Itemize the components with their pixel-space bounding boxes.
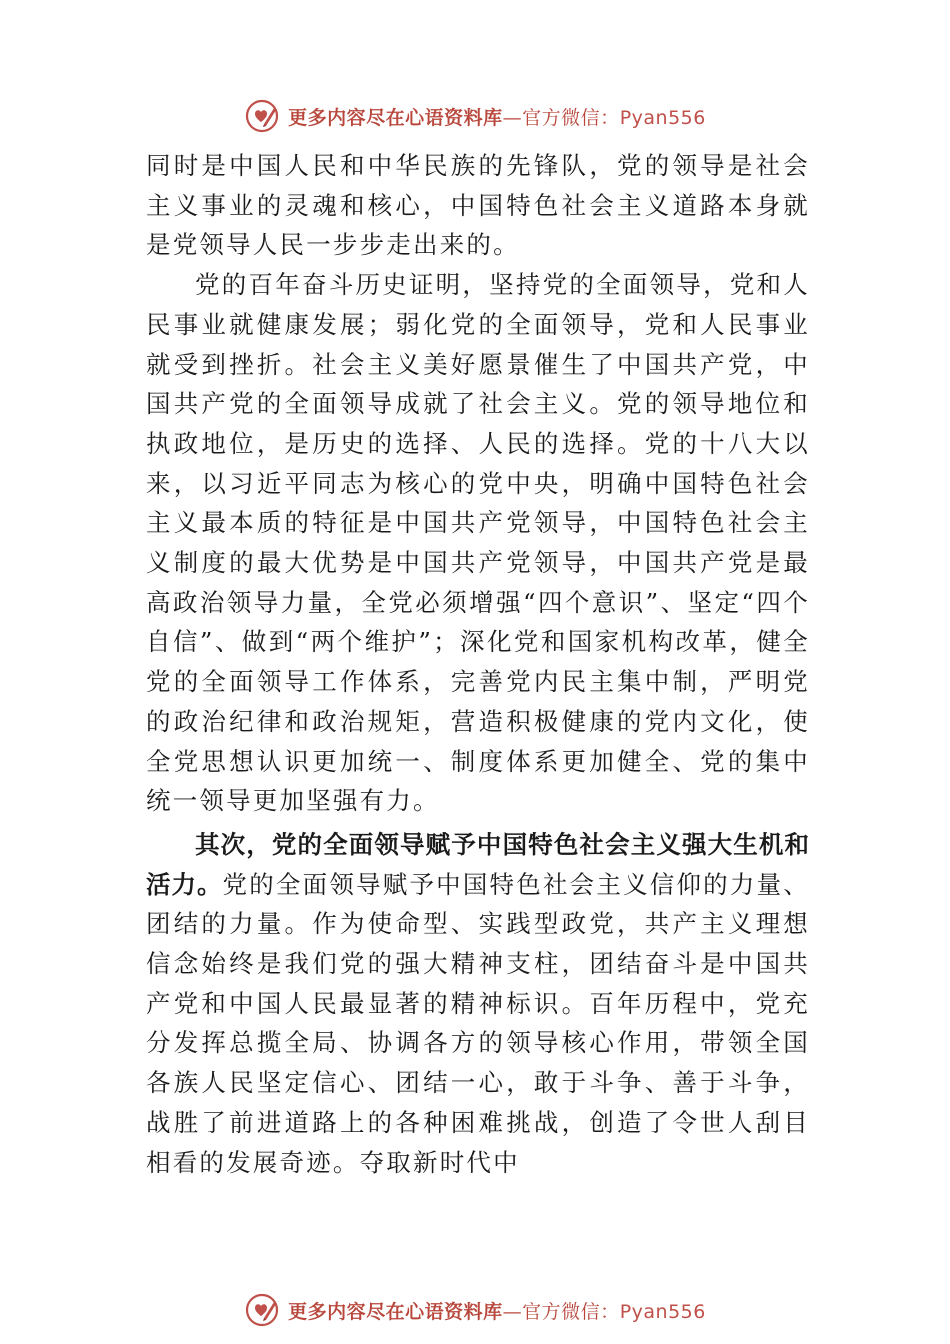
banner-dash: — bbox=[502, 1300, 523, 1323]
library-text: 更多内容尽在心语资料库 bbox=[288, 106, 503, 129]
section-heading: 其次，党的全面领导赋予中国特色社会主义强大生机和活力。 bbox=[146, 829, 810, 899]
wechat-id: Pyan556 bbox=[619, 1300, 706, 1323]
wechat-label: 官方微信： bbox=[522, 106, 620, 129]
pen-heart-icon bbox=[244, 1292, 280, 1328]
banner-dash: — bbox=[502, 106, 523, 129]
pen-heart-icon bbox=[244, 98, 280, 134]
footer-banner bbox=[0, 1288, 950, 1332]
paragraph: 党的百年奋斗历史证明，坚持党的全面领导，党和人民事业就健康发展；弱化党的全面领导，党和人民事业就受到挫折。社会主义美好愿景催生了中国共产党，中国共产党的全面领导成就了社会主义。党的领导地位和执政地位，是历史的选择、人民的选择。党的十八大以来，以习近平同志为核心的党中央，明确中国特色社会主义最本质的特征是中国共产党领导，中国特色社会主义制度的最大优势是中国共产党领导，中国共产党是最高政治领导力量，全党必须增强“四个意识”、坚定“四个自信”、做到“两个维护”；深化党和国家机构改革，健全党的全面领导工作体系，完善党内民主集中制，严明党的政治纪律和政治规矩，营造积极健康的党内文化，使全党思想认识更加统一、制度体系更加健全、党的集中统一领导更加坚强有力。 bbox=[146, 270, 810, 816]
wechat-label: 官方微信： bbox=[522, 1300, 620, 1323]
header-banner bbox=[0, 94, 950, 138]
banner-text bbox=[288, 1297, 706, 1324]
library-text: 更多内容尽在心语资料库 bbox=[288, 1300, 503, 1323]
paragraph-text: 党的全面领导赋予中国特色社会主义信仰的力量、团结的力量。作为使命型、实践型政党，共产主义理想信念始终是我们党的强大精神支柱，团结奋斗是中国共产党和中国人民最显著的精神标识。百年历程中，党充分发挥总揽全局、协调各方的领导核心作用，带领全国各族人民坚定信心、团结一心，敢于斗争、善于斗争，战胜了前进道路上的各种困难挑战，创造了令世人刮目相看的发展奇迹。夺取新时代中 bbox=[146, 869, 810, 1177]
wechat-id: Pyan556 bbox=[619, 106, 706, 129]
document-body bbox=[146, 146, 810, 1182]
paragraph bbox=[146, 825, 810, 1182]
paragraph: 同时是中国人民和中华民族的先锋队，党的领导是社会主义事业的灵魂和核心，中国特色社会主义道路本身就是党领导人民一步步走出来的。 bbox=[146, 151, 810, 260]
banner-text bbox=[288, 103, 706, 130]
